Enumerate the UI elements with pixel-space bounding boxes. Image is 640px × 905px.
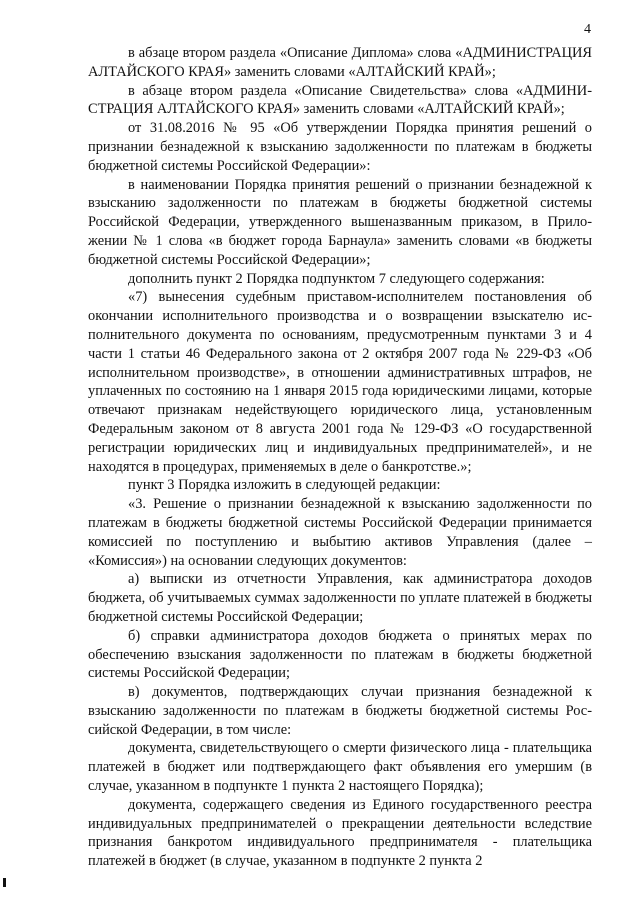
paragraph-clause-3-intro: пункт 3 Порядка изложить в следующей редакции: <box>128 477 441 494</box>
paragraph-diploma-description: в абзаце втором раздела «Описание Диплома» слова «АДМИНИСТРАЦИЯ АЛТАЙСКОГО КРАЯ» заменить словами «АЛТАЙСКИЙ КРАЙ»; <box>88 45 592 80</box>
paragraph-clause-3-text: «3. Решение о признании безнадежной к взысканию задолженности по платежам в бюджеты бюджетной системы Российской Федерации принимается комиссией по поступлению и выбытию активов Управления (далее – «Комиссия») на основании следующих документов: <box>88 496 592 569</box>
paragraph-item-a: а) выписки из отчетности Управления, как администратора доходов бюджета, об учитываемых суммах задолженности по уплате платежей в бюджеты бюджетной системы Российской Федерации; <box>88 571 592 625</box>
paragraph-subclause-7-text: «7) вынесения судебным приставом-исполнителем постановления об окончании исполнительного производства и о возвращении взыскателю исполнительного документа по основаниям, предусмотренным пунктами 3 и 4 части 1 статьи 46 Федерального закона от 2 октября 2007 года № 229-ФЗ «Об исполнительном производстве», в отношении административных штрафов, не уплаченных по состоянию на 1 января 2015 года юридическими лицами, которые отвечают признакам недействующего юридического лица, установленным Федеральным законом от 8 августа 2001 года № 129-ФЗ «О государственной регистрации юридических лиц и индивидуальных предпринимателей», и не находятся в процедурах, применяемых в деле о банкротстве.»; <box>88 289 592 475</box>
paragraph-death-document: документа, свидетельствующего о смерти физического лица - плательщика платежей в бюджет или подтверждающего факт объявления его умершим (в случае, указанном в подпункте 1 пункта 2 настоящего Порядка); <box>88 740 592 795</box>
paragraph-order-95: от 31.08.2016 № 95 «Об утверждении Порядка принятия решений о признании безнадежной к взысканию задолженности по платежам в бюджеты бюджетной системы Российской Федерации»: <box>88 120 592 174</box>
page-number: 4 <box>584 22 591 37</box>
paragraph-add-subclause-7: дополнить пункт 2 Порядка подпунктом 7 следующего содержания: <box>128 270 545 287</box>
paragraph-item-b: б) справки администратора доходов бюджета о принятых мерах по обеспечению взыскания задолженности по платежам в бюджеты бюджетной системы Российской Федерации; <box>88 627 592 682</box>
paragraph-registry-document: документа, содержащего сведения из Единого государственного реестра индивидуальных предпринимателей о прекращении деятельности вследствие признания банкротом индивидуального предпринимателя - плательщика платежей в бюджет (в случае, указанном в подпункте 2 пункта 2 <box>88 796 592 870</box>
paragraph-item-c: в) документов, подтверждающих случаи признания безнадежной к взысканию задолженности по платежам в бюджеты бюджетной системы Российской Федерации, в том числе: <box>88 684 592 738</box>
scan-mark <box>3 878 6 887</box>
document-body <box>88 44 592 871</box>
paragraph-procedure-title: в наименовании Порядка принятия решений о признании безнадежной к взысканию задолженности по платежам в бюджеты бюджетной системы Российской Федерации, утвержденного вышеназванным приказом, в Приложении № 1 слова «в бюджет города Барнаула» заменить словами «в бюджеты бюджетной системы Российской Федерации»; <box>88 176 592 268</box>
paragraph-certificate-description: в абзаце втором раздела «Описание Свидетельства» слова «АДМИНИСТРАЦИЯ АЛТАЙСКОГО КРАЯ» заменить словами «АЛТАЙСКИЙ КРАЙ»; <box>88 82 592 118</box>
